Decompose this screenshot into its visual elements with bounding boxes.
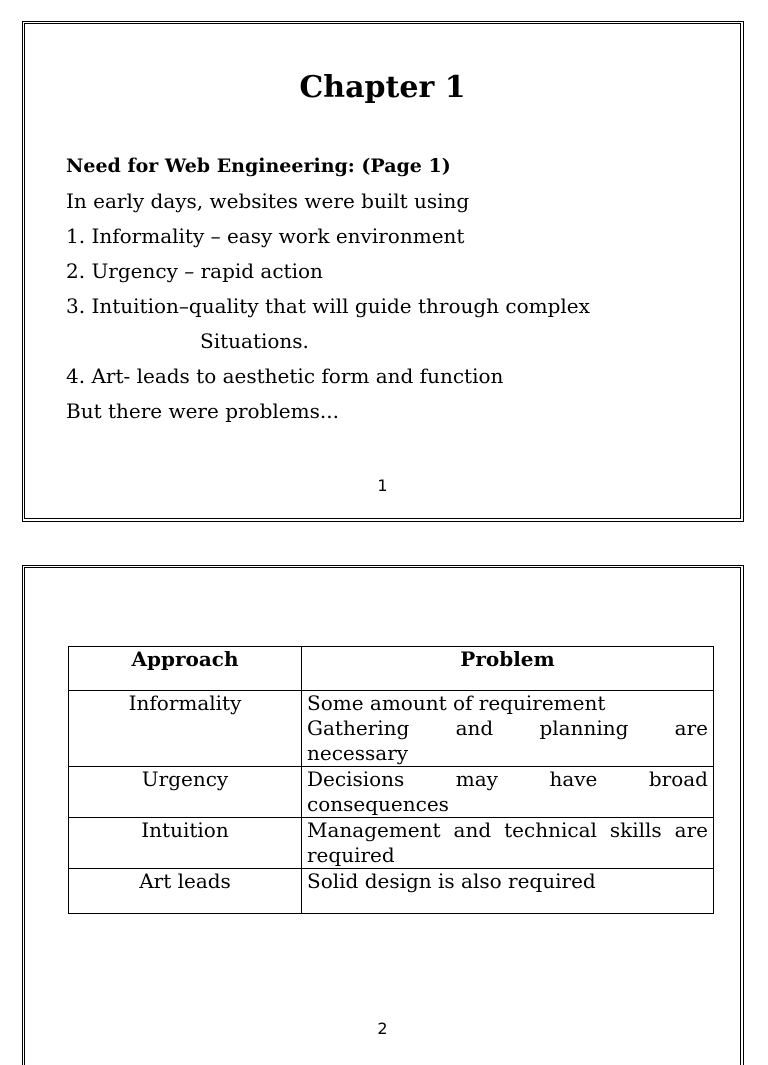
section-heading: Need for Web Engineering: (Page 1): [66, 155, 451, 177]
table-header-row: [69, 647, 714, 691]
approach-cell: Art leads: [69, 869, 302, 914]
list-item: 4. Art- leads to aesthetic form and function: [66, 364, 504, 388]
table-row: [69, 869, 714, 914]
list-item: 1. Informality – easy work environment: [66, 224, 465, 248]
problem-line: Management and technical skills are: [307, 818, 708, 842]
problem-line: Decisions may have broad: [307, 767, 708, 791]
table-row: [69, 818, 714, 869]
problem-line: Some amount of requirement: [307, 691, 606, 715]
header-problem: Problem: [302, 647, 714, 691]
closing-line: But there were problems...: [66, 399, 339, 423]
problem-cell: [302, 869, 714, 914]
slide-2: [22, 565, 744, 1065]
header-approach: Approach: [69, 647, 302, 691]
chapter-title: Chapter 1: [299, 70, 466, 105]
approach-cell: Intuition: [69, 818, 302, 869]
problem-line: necessary: [307, 741, 409, 765]
problem-cell: [302, 818, 714, 869]
problem-cell: [302, 767, 714, 818]
table-row: [69, 691, 714, 767]
problem-line: consequences: [307, 792, 449, 816]
slide-1-body: [66, 149, 720, 429]
problem-line: Solid design is also required: [307, 869, 596, 893]
slide-1: [22, 21, 744, 522]
problem-cell: [302, 691, 714, 767]
list-item: 2. Urgency – rapid action: [66, 259, 323, 283]
list-item-continuation: Situations.: [200, 329, 309, 353]
problem-line: required: [307, 843, 395, 867]
page-number: 1: [377, 476, 388, 495]
intro-line: In early days, websites were built using: [66, 189, 470, 213]
list-item: 3. Intuition–quality that will guide through complex: [66, 294, 590, 318]
table-row: [69, 767, 714, 818]
approach-cell: Informality: [69, 691, 302, 767]
problem-line: Gathering and planning are: [307, 716, 708, 740]
approach-cell: Urgency: [69, 767, 302, 818]
page-number: 2: [377, 1019, 388, 1038]
approach-problem-table: [68, 646, 714, 914]
